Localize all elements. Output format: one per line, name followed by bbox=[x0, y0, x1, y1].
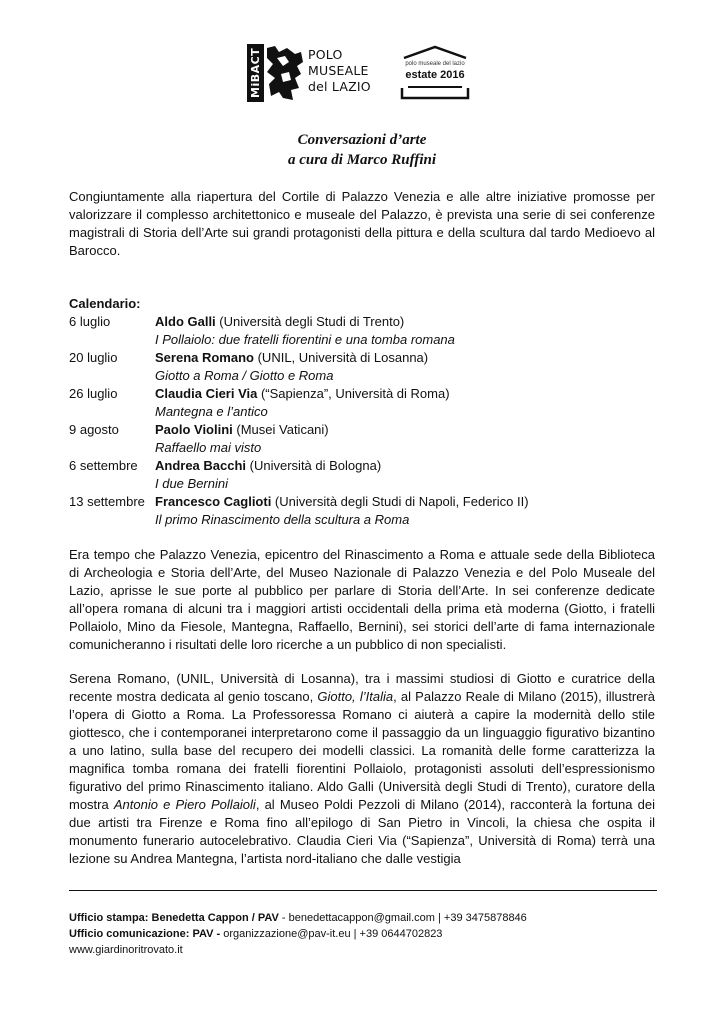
context-paragraph bbox=[69, 546, 655, 654]
entry-date: 6 settembre bbox=[69, 458, 138, 473]
intro-paragraph bbox=[69, 188, 655, 260]
entry-topic: Giotto a Roma / Giotto e Roma bbox=[155, 368, 334, 383]
entry-topic: I due Bernini bbox=[155, 476, 228, 491]
speakers-text-part: , al Museo Poldi Pezzoli di Milano (2014), racconterà la fortuna dei due artisti tra Firenze e Roma fino all’epilogo di San Pietro in Vincoli, la chiesa che ospita il monumento funerario autocelebrativo. Claudia Cieri Via (“Sapienza”, Università di Roma) terrà una lezione su Andrea Mantegna, l’artista nord-italiano che dalle vestigia bbox=[69, 797, 655, 866]
footer-divider bbox=[69, 890, 657, 891]
entry-speaker bbox=[155, 493, 529, 511]
document-subtitle: a cura di Marco Ruffini bbox=[287, 152, 437, 168]
entry-date: 20 luglio bbox=[69, 350, 118, 365]
communication-office-contact[interactable]: organizzazione@pav-it.eu | +39 0644702823 bbox=[223, 928, 443, 940]
document-title: Conversazioni d’arte bbox=[297, 132, 427, 148]
speakers-text-part: Serena Romano, (UNIL, Università di Losanna), tra i massimi studiosi di Giotto e curatrice della recente mostra dedicata al genio toscano, bbox=[69, 671, 655, 704]
speaker-name: Paolo Violini bbox=[155, 422, 233, 437]
communication-office-label: Ufficio comunicazione: PAV - bbox=[69, 928, 224, 940]
speakers-text bbox=[69, 670, 655, 868]
estate-2016-logo bbox=[398, 44, 472, 102]
intro-text: Congiuntamente alla riapertura del Cortile di Palazzo Venezia e alle altre iniziative promosse per valorizzare il complesso architettonico e museale del Palazzo, è prevista una serie di sei conferenze magistrali di Storia dell’Arte sui grandi protagonisti della pittura e della scultura dal tardo Medioevo al Barocco. bbox=[69, 189, 655, 258]
exhibition-title: Giotto, l’Italia bbox=[317, 689, 394, 704]
speaker-name: Francesco Caglioti bbox=[155, 494, 272, 509]
polo-museale-logo bbox=[247, 44, 371, 104]
polo-line: POLO bbox=[308, 47, 343, 62]
press-office-line bbox=[69, 910, 527, 926]
entry-date: 9 agosto bbox=[69, 422, 119, 437]
polo-line: del LAZIO bbox=[308, 79, 371, 94]
website-link[interactable]: www.giardinoritrovato.it bbox=[69, 944, 183, 956]
entry-speaker bbox=[155, 421, 329, 439]
exhibition-title: Antonio e Piero Pollaioli bbox=[113, 797, 256, 812]
mibact-label: MiBACT bbox=[247, 44, 264, 102]
entry-topic: Mantegna e l’antico bbox=[155, 404, 268, 419]
polo-museale-wordmark bbox=[308, 47, 371, 95]
speakers-paragraph bbox=[69, 670, 655, 868]
entry-date: 6 luglio bbox=[69, 314, 111, 329]
speaker-affiliation: (Università degli Studi di Trento) bbox=[215, 314, 405, 329]
entry-date: 13 settembre bbox=[69, 494, 145, 509]
she-wolf-emblem-icon bbox=[265, 44, 305, 102]
entry-speaker bbox=[155, 385, 450, 403]
speaker-affiliation: (Musei Vaticani) bbox=[232, 422, 329, 437]
entry-topic: Raffaello mai visto bbox=[155, 440, 262, 455]
speaker-affiliation: (UNIL, Università di Losanna) bbox=[253, 350, 429, 365]
entry-speaker bbox=[155, 457, 381, 475]
speaker-name: Aldo Galli bbox=[155, 314, 216, 329]
entry-topic: I Pollaiolo: due fratelli fiorentini e una tomba romana bbox=[155, 332, 455, 347]
press-office-label: Ufficio stampa: Benedetta Cappon / PAV bbox=[69, 912, 279, 924]
entry-speaker bbox=[155, 313, 404, 331]
entry-topic: Il primo Rinascimento della scultura a Roma bbox=[155, 512, 410, 527]
calendar-heading: Calendario: bbox=[69, 296, 141, 311]
speaker-affiliation: (Università di Bologna) bbox=[246, 458, 382, 473]
context-text: Era tempo che Palazzo Venezia, epicentro del Rinascimento a Roma e attuale sede della Biblioteca di Archeologia e Storia dell’Arte, del Museo Nazionale di Palazzo Venezia e del Polo Museale del Lazio, aprisse le sue porte al pubblico per parlare di Storia dell’Arte. In sei conferenze dedicate all’opera romana di alcuni tra i maggiori artisti occidentali della prima età moderna (Giotto, i fratelli Pollaiolo, Mino da Fiesole, Mantegna, Raffaello, Bernini), sei storici dell’arte di fama internazionale comunicheranno i risultati delle loro ricerche a un pubblico di non specialisti. bbox=[69, 547, 655, 652]
polo-line: MUSEALE bbox=[308, 63, 369, 78]
footer-contacts bbox=[69, 910, 527, 958]
speaker-affiliation: (Università degli Studi di Napoli, Federico II) bbox=[271, 494, 529, 509]
speakers-text-part: , al Palazzo Reale di Milano (2015), illustrerà l’opera di Giotto a Roma. La Professoressa Romano ci aiuterà a capire la modernità dello stile giottesco, che i contemporanei interpretarono come il passaggio da un linguaggio figurativo bizantino a uno latino, sulla base del recupero dei modelli classici. La romanità delle forme caratterizza la magnifica tomba romana dei fratelli fiorentini Pollaiolo, protagonisti assoluti dell’espressionismo figurativo del primo Rinascimento italiano. Aldo Galli (Università degli Studi di Trento), curatore della mostra bbox=[69, 689, 655, 812]
press-office-contact[interactable]: - benedettacappon@gmail.com | +39 3475878846 bbox=[278, 912, 527, 924]
estate-title: estate 2016 bbox=[405, 69, 465, 81]
entry-speaker bbox=[155, 349, 428, 367]
communication-office-line bbox=[69, 926, 527, 942]
estate-subtitle: polo museale del lazio bbox=[405, 61, 465, 67]
speaker-name: Claudia Cieri Via bbox=[155, 386, 258, 401]
speaker-affiliation: (“Sapienza”, Università di Roma) bbox=[257, 386, 450, 401]
speaker-name: Andrea Bacchi bbox=[155, 458, 247, 473]
speaker-name: Serena Romano bbox=[155, 350, 254, 365]
entry-date: 26 luglio bbox=[69, 386, 118, 401]
